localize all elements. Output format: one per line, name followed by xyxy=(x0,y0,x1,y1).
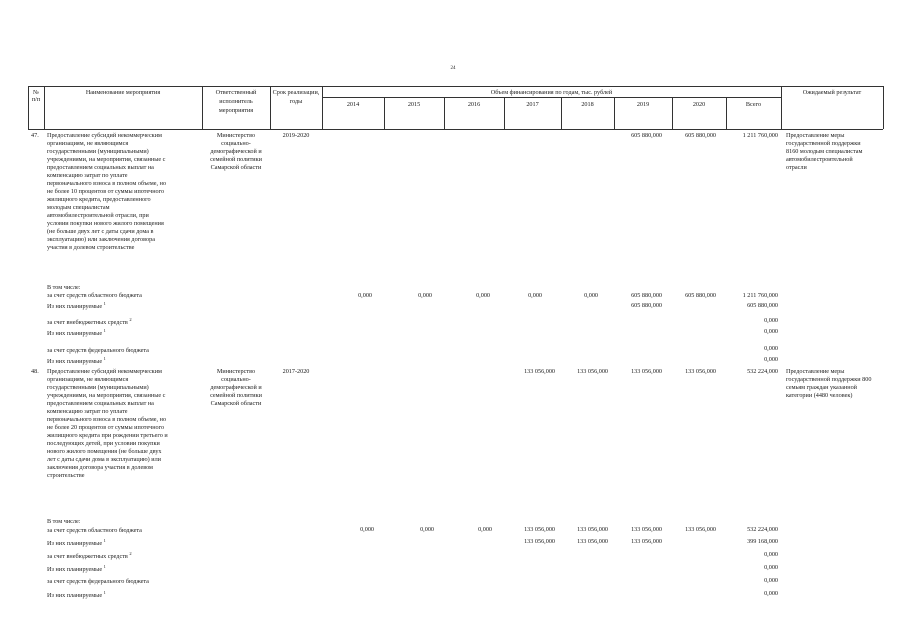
result-line: Предоставление меры xyxy=(786,132,845,139)
planned-label: Из них планируемые $^1$ xyxy=(47,300,106,310)
year-2015: 2015 xyxy=(407,101,421,108)
col-resp-label-1: Ответственный xyxy=(215,89,257,96)
year-2017: 2017 xyxy=(526,101,539,108)
reg-value-total: 1 211 760,000 xyxy=(742,292,778,299)
row-name-line: первоначального взноса в полном объеме, но xyxy=(47,180,167,187)
result-line: категории (4480 человек) xyxy=(786,392,853,399)
planned-value-2017: 133 056,000 xyxy=(524,538,555,545)
planned-value-total: 605 880,000 xyxy=(747,302,778,309)
row-name-line: компенсацию затрат по уплате xyxy=(47,408,128,415)
result-line: 8160 молодым специалистам xyxy=(786,148,863,155)
row-name-line: участия в долевом строительстве xyxy=(47,244,135,251)
value-2018: 133 056,000 xyxy=(577,368,608,375)
reg-value-2018: 133 056,000 xyxy=(577,526,608,533)
row-name-line: последующих детей, при условии покупки xyxy=(47,440,160,447)
planned-label-2: Из них планируемые $^1$ xyxy=(47,327,106,337)
row-name-line: организациям, не являющимся xyxy=(47,140,129,147)
year-2014: 2014 xyxy=(346,101,360,108)
row-name-line: нового жилого помещения (не больше двух xyxy=(47,448,162,455)
planned-total-2: 0,000 xyxy=(764,328,778,335)
extrabudget-label: за счет внебюджетных средств $^2$ xyxy=(47,316,132,326)
planned-value-total: 399 168,000 xyxy=(747,538,778,545)
responsible-line: социально- xyxy=(221,376,251,383)
result-line: автомобилестроительной xyxy=(786,156,853,163)
row-name-line: не более 20 процентов от суммы ипотечного xyxy=(47,424,165,431)
value-2017: 133 056,000 xyxy=(524,368,555,375)
col-fin-label: Объем финансирования по годам, тыс. рублей xyxy=(490,89,613,96)
col-no-label: № xyxy=(33,89,39,96)
row-name-line: (не больше двух лет с даты сдачи дома в xyxy=(47,228,154,235)
reg-value-2016: 0,000 xyxy=(476,292,490,299)
col-name-label: Наименование мероприятия xyxy=(85,89,161,96)
planned-value-2018: 133 056,000 xyxy=(577,538,608,545)
responsible-line: семейной политики xyxy=(210,156,262,163)
year-total: Всего xyxy=(745,101,762,108)
result-line: семьям граждан указанной xyxy=(786,384,857,391)
year-2020: 2020 xyxy=(692,101,706,108)
responsible-line: Самарской области xyxy=(210,400,262,407)
responsible-line: демографической и xyxy=(210,384,262,391)
extrabudget-total: 0,000 xyxy=(764,551,778,558)
responsible-line: семейной политики xyxy=(210,392,262,399)
col-resp-label-3: мероприятия xyxy=(218,107,254,114)
result-line: государственной поддержки 800 xyxy=(786,376,872,383)
row-name-line: первоначального взноса в полном объеме, но xyxy=(47,416,167,423)
federal-budget-label: за счет средств федерального бюджета xyxy=(47,347,149,354)
year-2016: 2016 xyxy=(467,101,481,108)
responsible-line: Министерство xyxy=(216,368,256,375)
row-name-line: автомобилестроительной отрасли, при xyxy=(47,212,149,219)
responsible-line: Министерство xyxy=(216,132,256,139)
planned-value-2019: 133 056,000 xyxy=(631,538,662,545)
value-total: 532 224,000 xyxy=(747,368,778,375)
reg-value-2017: 133 056,000 xyxy=(524,526,555,533)
value-2020: 605 880,000 xyxy=(685,132,716,139)
col-resp-label-2: исполнитель xyxy=(219,98,253,105)
row-name-line: предоставлением социальных выплат на xyxy=(47,400,154,407)
row-name-line: компенсацию затрат по уплате xyxy=(47,172,128,179)
reg-value-2019: 605 880,000 xyxy=(631,292,662,299)
row-name-line: лет с даты сдачи дома в эксплуатацию) или xyxy=(47,456,161,463)
page-number: 24 xyxy=(450,66,456,71)
planned-label-2: Из них планируемые $^1$ xyxy=(47,563,106,573)
row-name-line: государственными (муниципальными) xyxy=(47,384,149,391)
federal-total: 0,000 xyxy=(764,577,778,584)
row-name-line: строительстве xyxy=(47,472,85,479)
reg-value-2020: 133 056,000 xyxy=(685,526,716,533)
reg-value-2019: 133 056,000 xyxy=(631,526,662,533)
row-name-line: заключения договора участия в долевом xyxy=(47,464,153,471)
value-2019: 605 880,000 xyxy=(631,132,662,139)
row-name-line: эксплуатацию) или заключения договора xyxy=(47,236,155,243)
col-result-label: Ожидаемый результат xyxy=(802,89,862,96)
reg-value-2015: 0,000 xyxy=(418,292,432,299)
federal-budget-label: за счет средств федерального бюджета xyxy=(47,578,149,585)
row-term: 2017-2020 xyxy=(282,368,310,375)
row-number: 47. xyxy=(31,132,39,139)
row-name-line: молодым специалистам xyxy=(47,204,110,211)
row-name-line: предоставлением социальных выплат на xyxy=(47,164,154,171)
row-name-line: Предоставление субсидий некоммерческим xyxy=(47,368,162,375)
row-number: 48. xyxy=(31,368,39,375)
planned-label: Из них планируемые $^1$ xyxy=(47,537,106,547)
responsible-line: социально- xyxy=(221,140,251,147)
including-label: В том числе: xyxy=(47,284,81,291)
row-name-line: жилищного кредита, предоставленного xyxy=(47,196,151,203)
reg-value-2020: 605 880,000 xyxy=(685,292,716,299)
including-label: В том числе: xyxy=(47,518,81,525)
row-name-line: организациям, не являющимся xyxy=(47,376,129,383)
row-term: 2019-2020 xyxy=(282,132,310,139)
row-name-line: Предоставление субсидий некоммерческим xyxy=(47,132,162,139)
planned-total-2: 0,000 xyxy=(764,564,778,571)
year-2019: 2019 xyxy=(636,101,650,108)
value-2020: 133 056,000 xyxy=(685,368,716,375)
reg-value-2016: 0,000 xyxy=(478,526,492,533)
reg-value-total: 532 224,000 xyxy=(747,526,778,533)
reg-value-2014: 0,000 xyxy=(358,292,372,299)
extrabudget-total: 0,000 xyxy=(764,317,778,324)
responsible-line: демографической и xyxy=(210,148,262,155)
responsible-line: Самарской области xyxy=(210,164,262,171)
result-line: отрасли xyxy=(786,164,807,171)
regional-budget-label: за счет средств областного бюджета xyxy=(47,527,142,534)
row-name-line: учреждениями, на мероприятия, связанные с xyxy=(47,156,166,163)
regional-budget-label: за счет средств областного бюджета xyxy=(47,292,142,299)
col-term-label-1: Срок реализации, xyxy=(272,89,320,96)
value-2019: 133 056,000 xyxy=(631,368,662,375)
reg-value-2014: 0,000 xyxy=(360,526,374,533)
planned-total-3: 0,000 xyxy=(764,590,778,597)
value-total: 1 211 760,000 xyxy=(742,132,778,139)
reg-value-2018: 0,000 xyxy=(584,292,598,299)
planned-value-2019: 605 880,000 xyxy=(631,302,662,309)
reg-value-2017: 0,000 xyxy=(528,292,542,299)
extrabudget-label: за счет внебюджетных средств $^2$ xyxy=(47,550,132,560)
result-line: государственной поддержки xyxy=(786,140,861,147)
planned-total-3: 0,000 xyxy=(764,356,778,363)
row-name-line: учреждениями, на мероприятия, связанные с xyxy=(47,392,166,399)
row-name-line: не более 10 процентов от суммы ипотечного xyxy=(47,188,165,195)
planned-label-3: Из них планируемые $^1$ xyxy=(47,355,106,365)
row-name-line: государственными (муниципальными) xyxy=(47,148,149,155)
result-line: Предоставление меры xyxy=(786,368,845,375)
planned-label-3: Из них планируемые $^1$ xyxy=(47,589,106,599)
row-name-line: условии покупки нового жилого помещения xyxy=(47,220,164,227)
col-term-label-2: годы xyxy=(289,98,303,105)
federal-total: 0,000 xyxy=(764,345,778,352)
col-no-label-2: п/п xyxy=(31,96,41,103)
year-2018: 2018 xyxy=(581,101,594,108)
reg-value-2015: 0,000 xyxy=(420,526,434,533)
row-name-line: жилищного кредита при рождении третьего и xyxy=(47,432,168,439)
